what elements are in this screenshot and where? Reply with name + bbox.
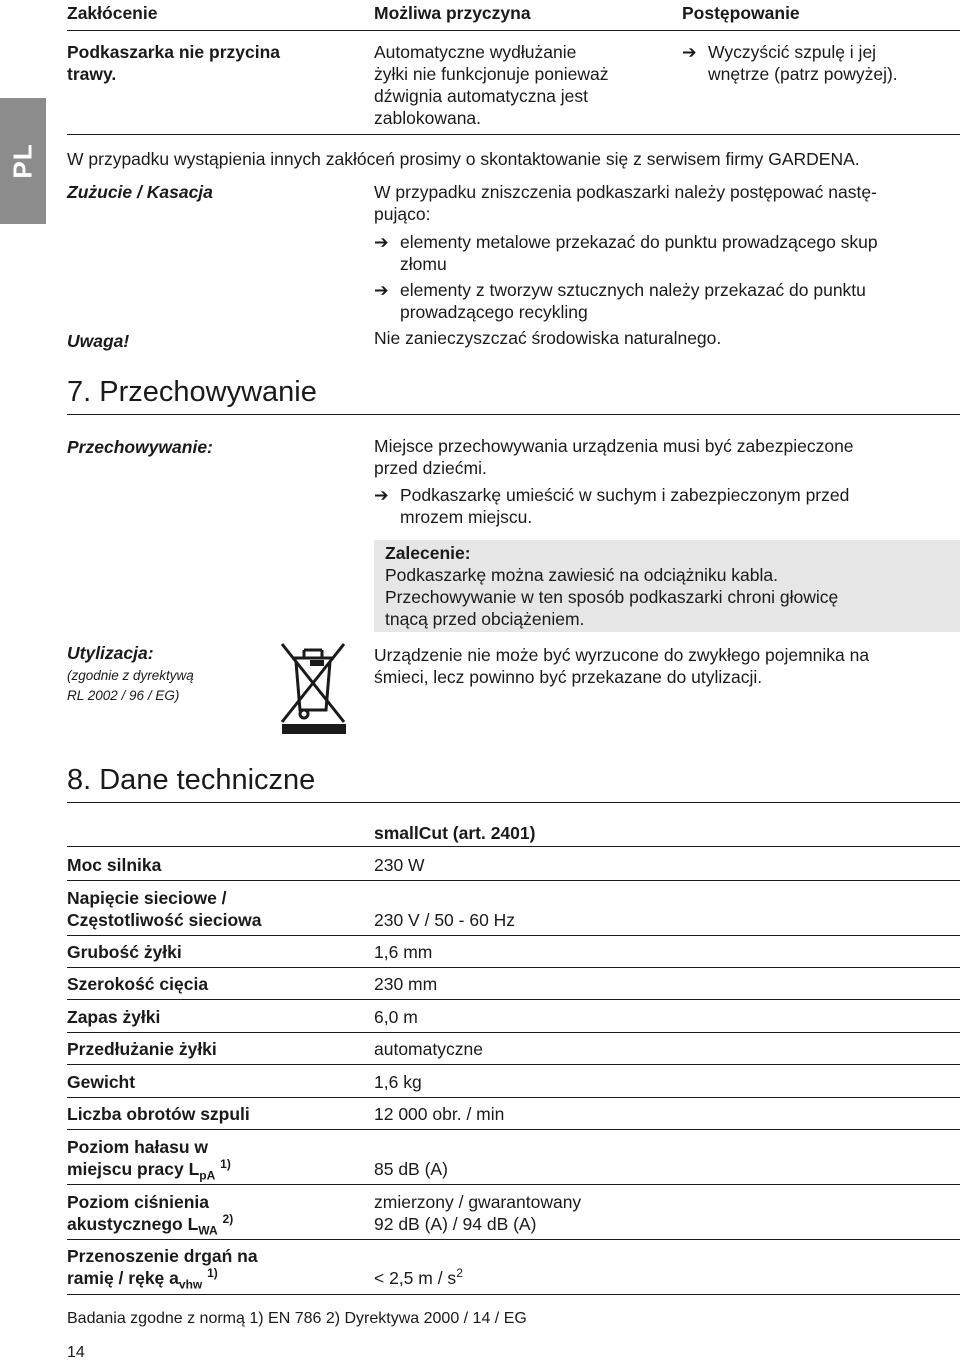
tech-label-weight: Gewicht <box>67 1072 136 1092</box>
table-header-problem: Zakłócenie <box>67 3 158 23</box>
tech-label-line-reserve: Zapas żyłki <box>67 1007 161 1027</box>
tech-label-vibration: Przenoszenie drgań na ramię / rękę $a_{vhw}$ $^{1)}$ <box>67 1246 258 1292</box>
table-row-problem: Podkaszarka nie przycina trawy. <box>67 42 281 84</box>
tip-content: Zalecenie: Podkaszarkę można zawiesić na odciążniku kabla. Przechowywanie w ten sposób podkaszarki chroni głowicę tnącą przed obciążeniem. <box>385 543 839 629</box>
tech-row-divider <box>67 967 960 968</box>
storage-label: Przechowywanie: <box>67 437 213 457</box>
tech-row-divider <box>67 1064 960 1065</box>
tech-label-cutting-width: Szerokość cięcia <box>67 974 209 994</box>
tech-value-weight: 1,6 kg <box>374 1072 422 1092</box>
footnote: Badania zgodne z normą 1) EN 786 2) Dyrektywa 2000 / 14 / EG <box>67 1310 527 1327</box>
warning-label: Uwaga! <box>67 331 130 351</box>
tech-model: smallCut (art. 2401) <box>374 823 536 843</box>
tech-row-divider <box>67 1097 960 1098</box>
tech-row-divider <box>67 935 960 936</box>
disposal-item-plastic: ➔ elementy z tworzyw sztucznych należy przekazać do punktu prowadzącego recykling <box>374 280 866 322</box>
tech-value-spool-speed: 12 000 obr. / min <box>374 1104 505 1124</box>
language-tab-label: PL <box>7 143 38 179</box>
recycle-label: Utylizacja: <box>67 643 154 663</box>
table-row-remedy: ➔ Wyczyścić szpulę i jej wnętrze (patrz powyżej). <box>682 42 898 84</box>
tech-row-divider <box>67 880 960 881</box>
disposal-label: Zużucie / Kasacja <box>67 182 213 202</box>
tech-value-line-reserve: 6,0 m <box>374 1007 418 1027</box>
tech-value-power: 230 W <box>374 855 425 875</box>
page-number: 14 <box>67 1344 85 1361</box>
recycle-note: (zgodnie z dyrektywą RL 2002 / 96 / EG) <box>67 668 194 703</box>
tech-value-line-feed: automatyczne <box>374 1039 483 1059</box>
tech-row-divider <box>67 999 960 1000</box>
section-7-rule <box>67 414 960 415</box>
crossed-out-wheelie-bin-icon <box>278 638 350 734</box>
section-8-rule <box>67 802 960 803</box>
tech-row-divider <box>67 846 960 847</box>
tech-label-sound-pressure: Poziom ciśnienia akustycznego $L_{WA}$ $^{2)}$ <box>67 1192 234 1238</box>
tech-label-noise-level: Poziom hałasu w miejscu pracy $L_{pA}$ $^{1)}$ <box>67 1137 231 1183</box>
disposal-item-metal: ➔ elementy metalowe przekazać do punktu prowadzącego skup złomu <box>374 232 878 274</box>
tech-value-noise-level: 85 dB (A) <box>374 1159 448 1179</box>
arrow-right-icon: ➔ <box>374 280 389 300</box>
arrow-right-icon: ➔ <box>374 485 389 505</box>
recycle-text: Urządzenie nie może być wyrzucone do zwykłego pojemnika na śmieci, lecz powinno być przekazane do utylizacji. <box>374 645 870 687</box>
table-bottom-rule <box>67 134 960 135</box>
storage-item: ➔ Podkaszarkę umieścić w suchym i zabezpieczonym przed mrozem miejscu. <box>374 485 850 527</box>
arrow-right-icon: ➔ <box>682 42 697 62</box>
table-row-cause: Automatyczne wydłużanie żyłki nie funkcjonuje ponieważ dźwignia automatyczna jest zablokowana. <box>374 42 609 128</box>
tech-row-divider <box>67 1184 960 1185</box>
service-note: W przypadku wystąpienia innych zakłóceń prosimy o skontaktowanie się z serwisem firmy GARDENA. <box>67 149 860 169</box>
tech-value-voltage: 230 V / 50 - 60 Hz <box>374 910 516 930</box>
table-header-cause: Możliwa przyczyna <box>374 3 531 23</box>
tech-row-divider <box>67 1032 960 1033</box>
tech-label-voltage: Napięcie sieciowe / Częstotliwość sieciowa <box>67 888 262 930</box>
tech-value-sound-pressure: zmierzony / gwarantowany 92 dB (A) / 94 dB (A) <box>374 1192 582 1234</box>
section-7-title: 7. Przechowywanie <box>67 376 317 408</box>
table-header-remedy: Postępowanie <box>682 3 800 23</box>
tech-label-line-feed: Przedłużanie żyłki <box>67 1039 217 1059</box>
tech-label-spool-speed: Liczba obrotów szpuli <box>67 1104 250 1124</box>
tech-value-vibration: < 2,5 m / $s^2$ <box>374 1266 463 1288</box>
tech-row-divider <box>67 1129 960 1130</box>
warning-text: Nie zanieczyszczać środowiska naturalnego. <box>374 328 722 348</box>
arrow-right-icon: ➔ <box>374 232 389 252</box>
tech-label-line-thickness: Grubość żyłki <box>67 942 182 962</box>
storage-text: Miejsce przechowywania urządzenia musi być zabezpieczone przed dziećmi. <box>374 436 854 478</box>
section-8-title: 8. Dane techniczne <box>67 764 316 796</box>
table-header-rule <box>67 30 960 31</box>
tech-value-cutting-width: 230 mm <box>374 974 438 994</box>
tip-label: Zalecenie: <box>385 543 471 563</box>
tech-row-divider <box>67 1239 960 1240</box>
tech-row-divider <box>67 1294 960 1295</box>
tech-value-line-thickness: 1,6 mm <box>374 942 433 962</box>
tech-label-power: Moc silnika <box>67 855 162 875</box>
language-tab <box>0 98 46 224</box>
disposal-intro: W przypadku zniszczenia podkaszarki należy postępować nastę- pująco: <box>374 182 877 224</box>
